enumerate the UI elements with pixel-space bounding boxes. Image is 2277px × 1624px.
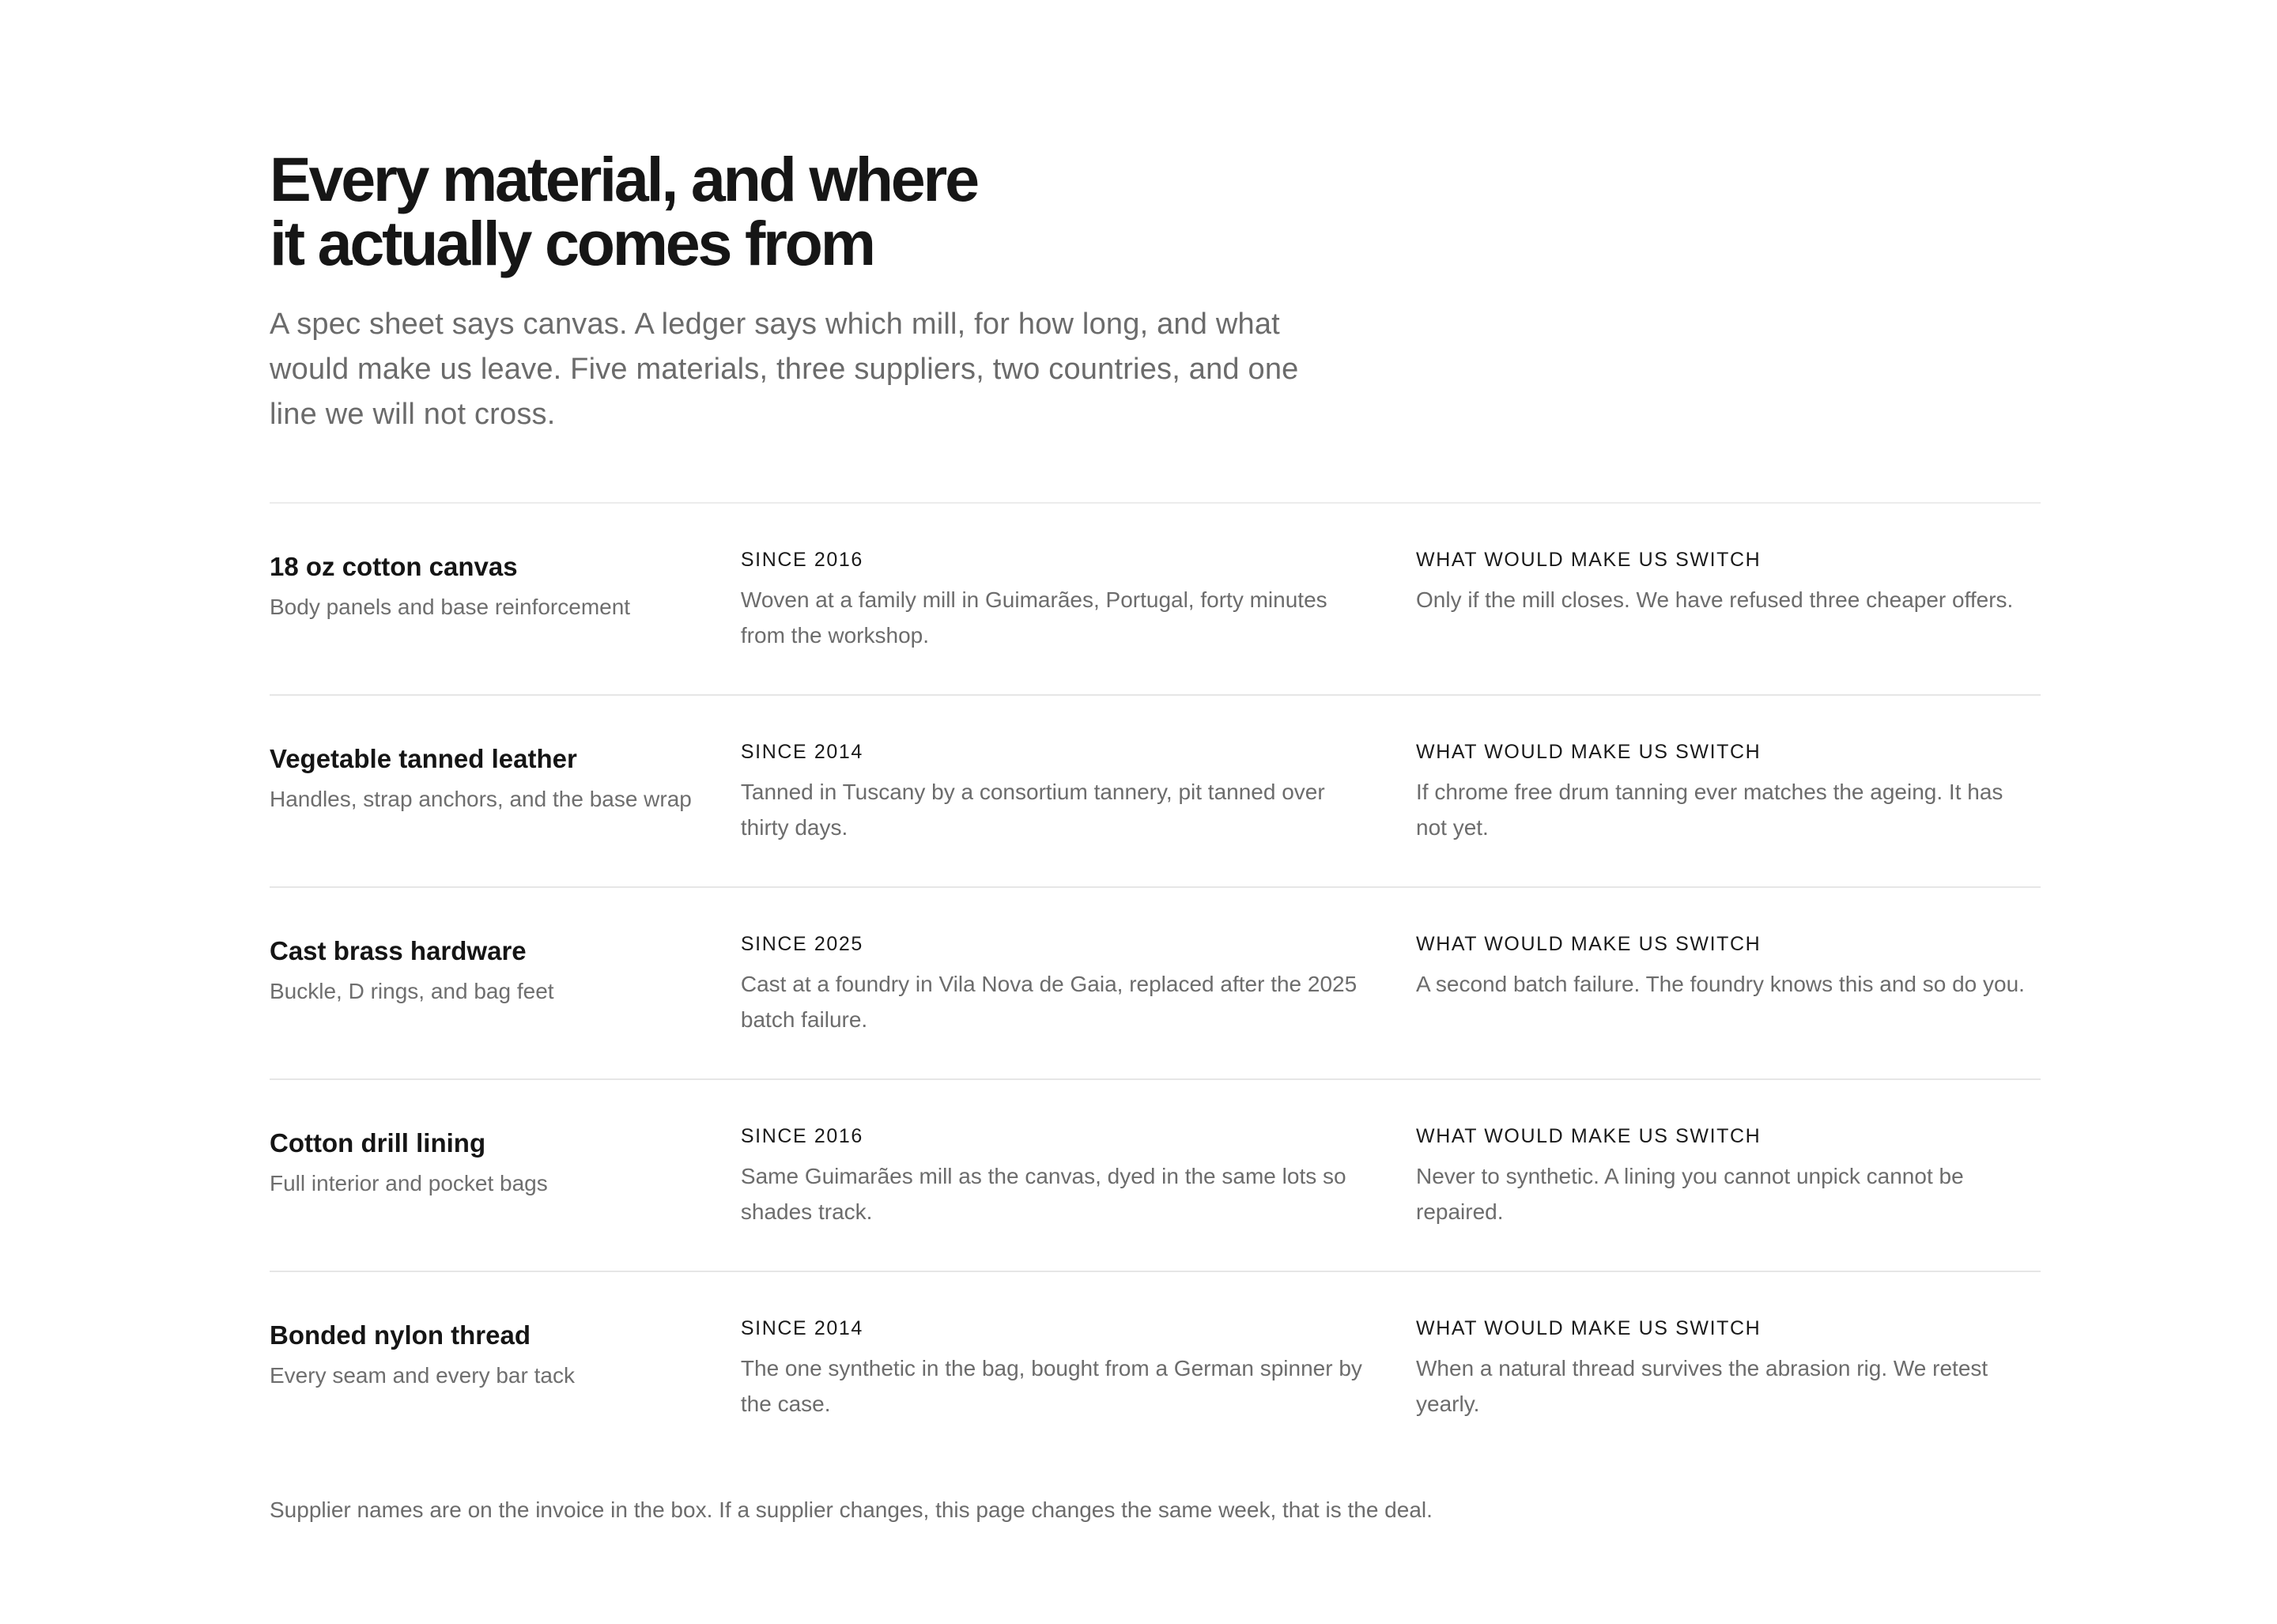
material-cell	[270, 1316, 741, 1422]
origin-text: Tanned in Tuscany by a consortium tannery, pit tanned over thirty days.	[740, 780, 1325, 840]
page-title-line-2: it actually comes from	[270, 208, 874, 278]
switch-cell	[1416, 548, 2041, 653]
switch-text: If chrome free drum tanning ever matches the ageing. It has not yet.	[1416, 780, 2003, 840]
switch-text: When a natural thread survives the abrasion rig. We retest yearly.	[1416, 1356, 1988, 1416]
switch-cell	[1416, 1124, 2041, 1229]
origin-cell	[741, 740, 1416, 845]
material-use: Handles, strap anchors, and the base wrap	[270, 787, 692, 811]
page-title	[270, 144, 1250, 278]
switch-cell	[1416, 1316, 2041, 1422]
page-title-line-1: Every material, and where	[270, 144, 977, 214]
switch-label: WHAT WOULD MAKE US SWITCH	[1416, 549, 1762, 571]
switch-text: A second batch failure. The foundry knows this and so do you.	[1416, 972, 2025, 996]
material-use: Full interior and pocket bags	[270, 1171, 548, 1195]
since-label: SINCE 2025	[740, 933, 863, 955]
material-cell	[270, 740, 741, 845]
ledger-row	[270, 888, 2041, 1080]
ledger-row	[270, 504, 2041, 696]
switch-label: WHAT WOULD MAKE US SWITCH	[1416, 741, 1762, 763]
switch-text: Only if the mill closes. We have refused three cheaper offers.	[1416, 587, 2014, 612]
material-name: Cast brass hardware	[270, 936, 527, 965]
since-label: SINCE 2016	[740, 1125, 863, 1147]
content	[270, 144, 2041, 1526]
material-name: 18 oz cotton canvas	[270, 552, 518, 581]
ledger-row	[270, 1272, 2041, 1463]
origin-text: Woven at a family mill in Guimarães, Portugal, forty minutes from the workshop.	[740, 587, 1327, 648]
switch-cell	[1416, 740, 2041, 845]
origin-text: The one synthetic in the bag, bought from a German spinner by the case.	[740, 1356, 1362, 1416]
ledger-row	[270, 1080, 2041, 1272]
origin-cell	[741, 932, 1416, 1037]
since-label: SINCE 2014	[740, 741, 863, 763]
ledger-row	[270, 696, 2041, 888]
materials-ledger	[270, 502, 2041, 1463]
origin-cell	[741, 548, 1416, 653]
switch-label: WHAT WOULD MAKE US SWITCH	[1416, 1317, 1762, 1339]
switch-label: WHAT WOULD MAKE US SWITCH	[1416, 1125, 1762, 1147]
material-cell	[270, 932, 741, 1037]
material-use: Buckle, D rings, and bag feet	[270, 979, 554, 1003]
material-cell	[270, 548, 741, 653]
since-label: SINCE 2016	[740, 549, 863, 571]
switch-label: WHAT WOULD MAKE US SWITCH	[1416, 933, 1762, 955]
origin-text: Same Guimarães mill as the canvas, dyed in the same lots so shades track.	[740, 1164, 1346, 1224]
intro-paragraph: A spec sheet says canvas. A ledger says which mill, for how long, and what would make us leave. Five materials, three suppliers, two countries, and one line we will not cross.	[270, 308, 1299, 431]
switch-cell	[1416, 932, 2041, 1037]
switch-text: Never to synthetic. A lining you cannot unpick cannot be repaired.	[1416, 1164, 1964, 1224]
material-cell	[270, 1124, 741, 1229]
material-use: Every seam and every bar tack	[270, 1363, 575, 1388]
since-label: SINCE 2014	[740, 1317, 863, 1339]
footer-note: Supplier names are on the invoice in the box. If a supplier changes, this page changes the same week, that is the deal.	[270, 1497, 1433, 1522]
origin-text: Cast at a foundry in Vila Nova de Gaia, replaced after the 2025 batch failure.	[740, 972, 1358, 1032]
material-name: Cotton drill lining	[270, 1128, 486, 1158]
origin-cell	[741, 1316, 1416, 1422]
material-name: Vegetable tanned leather	[270, 744, 577, 773]
material-name: Bonded nylon thread	[270, 1320, 531, 1350]
material-use: Body panels and base reinforcement	[270, 595, 631, 619]
origin-cell	[741, 1124, 1416, 1229]
